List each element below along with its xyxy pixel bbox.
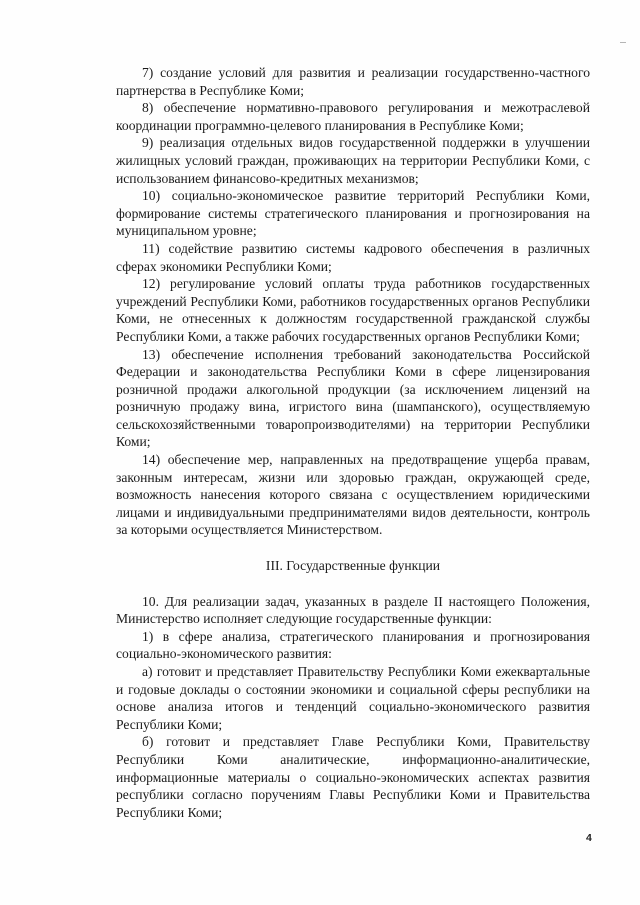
list-item-7: 7) создание условий для развития и реализации государственно-частного партнерства в Республике Коми; bbox=[116, 65, 590, 98]
page-number: 4 bbox=[586, 832, 592, 844]
clause-10: 10. Для реализации задач, указанных в разделе II настоящего Положения, Министерство исполняет следующие государственные функции: bbox=[116, 593, 590, 627]
list-item-9: 9) реализация отдельных видов государственной поддержки в улучшении жилищных условий граждан, проживающих на территории Республики Коми, с использованием финансово-кредитных механизмов; bbox=[116, 135, 590, 186]
list-item-8: 8) обеспечение нормативно-правового регулирования и межотраслевой координации программно-целевого планирования в Республике Коми; bbox=[116, 100, 590, 133]
function-item-1: 1) в сфере анализа, стратегического планирования и прогнозирования социально-экономического развития: bbox=[116, 628, 590, 662]
section-heading: III. Государственные функции bbox=[265, 558, 441, 574]
list-item-13: 13) обеспечение исполнения требований законодательства Российской Федерации и законодательства Республики Коми в сфере лицензирования розничной продажи алкогольной продукции (за исключением лицензий на розничную продажу вина, игристого вина (шампанского), осуществляемую сельскохозяйственными товаропроизводителями) на территории Республики Коми; bbox=[116, 346, 590, 450]
scan-artifact-mark bbox=[620, 42, 626, 43]
list-item-11: 11) содействие развитию системы кадрового обеспечения в различных сферах экономики Республики Коми; bbox=[116, 240, 590, 274]
function-subitem-b: б) готовит и представляет Главе Республики Коми, Правительству Республики Коми аналитические, информационно-аналитические, информационные материалы о социально-экономических аспектах развития республики согласно поручениям Главы Республики Коми и Правительства Республики Коми; bbox=[116, 734, 590, 820]
document-body bbox=[116, 64, 590, 821]
list-item-12: 12) регулирование условий оплаты труда работников государственных учреждений Республики Коми, работников государственных органов Республики Коми, не отнесенных к должностям государственной гражданской службы Республики Коми, а также рабочих государственных органов Республики Коми; bbox=[116, 276, 590, 344]
list-item-14: 14) обеспечение мер, направленных на предотвращение ущерба правам, законным интересам, жизни или здоровью граждан, окружающей среде, возможность нанесения которого связана с осуществлением юридическими лицами и индивидуальными предпринимателями видов деятельности, контроль за которыми осуществляется Министерством. bbox=[116, 452, 590, 538]
list-item-10: 10) социально-экономическое развитие территорий Республики Коми, формирование системы стратегического планирования и прогнозирования на муниципальном уровне; bbox=[116, 188, 590, 239]
function-subitem-a: а) готовит и представляет Правительству Республики Коми ежеквартальные и годовые доклады о состоянии экономики и социальной сферы республики на основе анализа итогов и тенденций социально-экономического развития Республики Коми; bbox=[116, 664, 590, 732]
